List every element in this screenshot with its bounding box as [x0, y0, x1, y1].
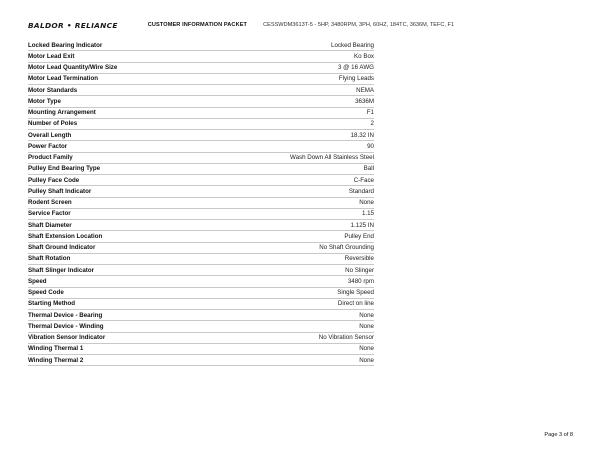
- spec-row: [28, 344, 374, 355]
- spec-label: Winding Thermal 2: [28, 356, 84, 364]
- spec-value: Ko Box: [354, 52, 374, 60]
- document-title: CUSTOMER INFORMATION PACKET: [147, 22, 248, 28]
- spec-row: [28, 63, 374, 74]
- spec-value: No Slinger: [345, 266, 374, 274]
- page-number: Page 3 of 8: [544, 432, 573, 438]
- spec-label: Pulley Face Code: [28, 176, 80, 184]
- spec-label: Power Factor: [28, 142, 68, 150]
- spec-row: [28, 119, 374, 130]
- spec-table: [28, 40, 374, 366]
- spec-value: None: [359, 311, 374, 319]
- spec-row: [28, 254, 374, 265]
- spec-row: [28, 153, 374, 164]
- spec-row: [28, 74, 374, 85]
- spec-row: [28, 355, 374, 366]
- spec-label: Shaft Ground Indicator: [28, 244, 96, 252]
- catalog-description: CESSWDM3613T-5 - 5HP, 3480RPM, 3PH, 60HZ, 184TC, 3636M, TEFC, F1: [263, 22, 455, 28]
- spec-value: Locked Bearing: [331, 41, 374, 49]
- spec-row: [28, 40, 374, 51]
- spec-label: Service Factor: [28, 210, 71, 218]
- spec-label: Speed Code: [28, 289, 64, 297]
- spec-label: Motor Lead Termination: [28, 75, 99, 83]
- spec-value: 1.125 IN: [350, 221, 374, 229]
- spec-row: [28, 243, 374, 254]
- spec-row: [28, 265, 374, 276]
- spec-label: Winding Thermal 1: [28, 345, 84, 353]
- spec-row: [28, 209, 374, 220]
- spec-label: Starting Method: [28, 300, 76, 308]
- spec-label: Number of Poles: [28, 120, 78, 128]
- spec-label: Speed: [28, 277, 47, 285]
- spec-row: [28, 288, 374, 299]
- spec-value: None: [359, 199, 374, 207]
- spec-value: No Vibration Sensor: [318, 334, 374, 342]
- spec-value: None: [359, 345, 374, 353]
- spec-row: [28, 51, 374, 62]
- spec-value: 3 @ 16 AWG: [338, 64, 374, 72]
- spec-row: [28, 96, 374, 107]
- spec-value: 2: [370, 120, 374, 128]
- spec-label: Shaft Slinger Indicator: [28, 266, 95, 274]
- spec-label: Pulley Shaft Indicator: [28, 187, 92, 195]
- spec-label: Shaft Rotation: [28, 255, 71, 263]
- spec-value: 3480 rpm: [347, 277, 374, 285]
- spec-row: [28, 321, 374, 332]
- spec-value: None: [359, 356, 374, 364]
- spec-label: Thermal Device - Winding: [28, 322, 104, 330]
- spec-value: Wash Down All Stainless Steel: [289, 154, 374, 162]
- spec-row: [28, 130, 374, 141]
- spec-row: [28, 198, 374, 209]
- spec-row: [28, 164, 374, 175]
- spec-value: 18.32 IN: [350, 131, 374, 139]
- spec-row: [28, 108, 374, 119]
- spec-row: [28, 186, 374, 197]
- spec-value: Flying Leads: [338, 75, 374, 83]
- spec-label: Motor Lead Exit: [28, 52, 75, 60]
- spec-row: [28, 220, 374, 231]
- spec-value: No Shaft Grounding: [319, 244, 374, 252]
- spec-label: Rodent Screen: [28, 199, 72, 207]
- spec-value: Standard: [348, 187, 374, 195]
- spec-row: [28, 175, 374, 186]
- spec-value: 1.15: [361, 210, 374, 218]
- spec-row: [28, 310, 374, 321]
- spec-value: Single Speed: [337, 289, 374, 297]
- spec-value: 90: [367, 142, 374, 150]
- spec-label: Thermal Device - Bearing: [28, 311, 103, 319]
- spec-label: Locked Bearing Indicator: [28, 41, 103, 49]
- spec-value: 3636M: [355, 97, 374, 105]
- spec-label: Mounting Arrangement: [28, 109, 96, 117]
- spec-row: [28, 231, 374, 242]
- spec-label: Overall Length: [28, 131, 72, 139]
- spec-value: NEMA: [356, 86, 374, 94]
- spec-value: F1: [366, 109, 374, 117]
- spec-label: Shaft Diameter: [28, 221, 72, 229]
- spec-value: Reversible: [344, 255, 374, 263]
- spec-label: Pulley End Bearing Type: [28, 165, 101, 173]
- spec-label: Motor Type: [28, 97, 61, 105]
- spec-label: Product Family: [28, 154, 73, 162]
- spec-row: [28, 276, 374, 287]
- spec-row: [28, 85, 374, 96]
- spec-label: Motor Lead Quantity/Wire Size: [28, 64, 118, 72]
- spec-row: [28, 141, 374, 152]
- spec-label: Vibration Sensor Indicator: [28, 334, 106, 342]
- spec-row: [28, 333, 374, 344]
- spec-label: Motor Standards: [28, 86, 78, 94]
- brand-logo: BALDOR • RELIANCE: [28, 20, 118, 30]
- spec-label: Shaft Extension Location: [28, 232, 103, 240]
- spec-value: Direct on line: [337, 300, 374, 308]
- spec-value: None: [359, 322, 374, 330]
- page-header: [28, 20, 454, 30]
- spec-row: [28, 299, 374, 310]
- spec-value: Pulley End: [344, 232, 374, 240]
- spec-value: C-Face: [353, 176, 374, 184]
- spec-value: Ball: [363, 165, 374, 173]
